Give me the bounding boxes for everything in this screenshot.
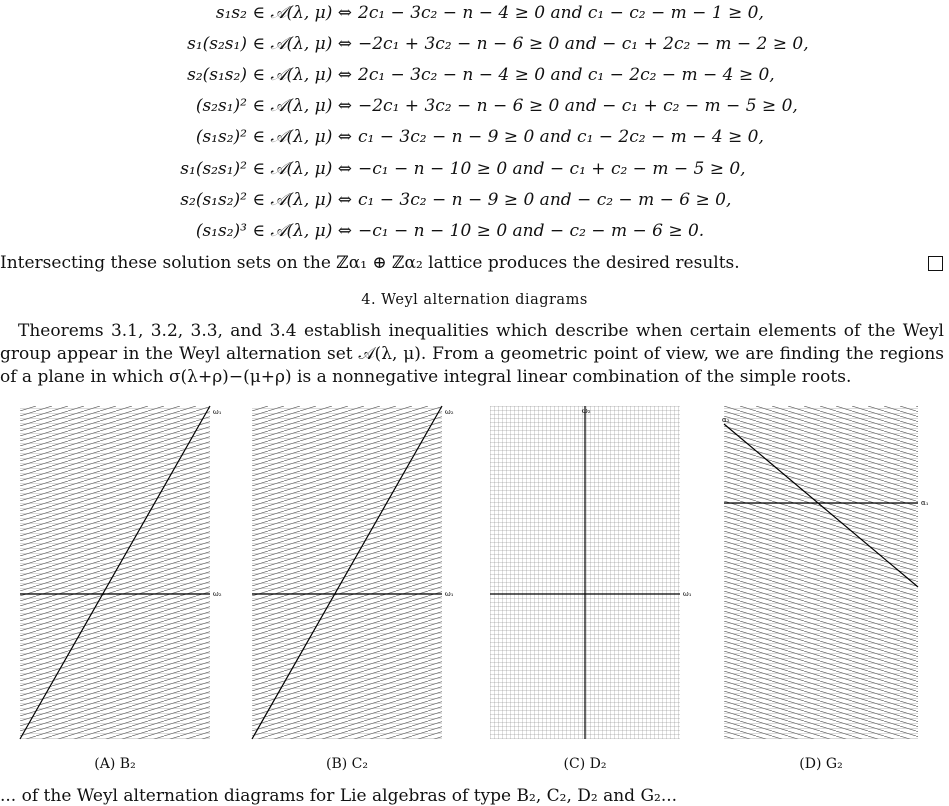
equation-lhs: s₁(s₂s₁) ∈ 𝒜(λ, μ) ⇔: [187, 34, 352, 54]
axis-label-mid: ω₁: [445, 590, 454, 598]
equation-rhs: −2c₁ + 3c₂ − n − 6 ≥ 0 and − c₁ + c₂ − m − 5 ≥ 0,: [358, 96, 798, 116]
axis-label-top: ω₂: [582, 407, 591, 415]
equation-lhs: (s₁s₂)² ∈ 𝒜(λ, μ) ⇔: [195, 127, 352, 147]
equation-row: [0, 187, 949, 213]
equation-lhs: s₂(s₁s₂) ∈ 𝒜(λ, μ) ⇔: [187, 65, 352, 85]
equation-row: [0, 93, 949, 119]
equation-lhs: s₁s₂ ∈ 𝒜(λ, μ) ⇔: [215, 3, 352, 23]
qed-box: [928, 256, 943, 271]
equation-row: [0, 124, 949, 150]
equation-row: [0, 218, 949, 244]
figure-d2: [490, 406, 700, 745]
equation-row: [0, 62, 949, 88]
diagram-b2: [20, 406, 230, 741]
equation-rhs: 2c₁ − 3c₂ − n − 4 ≥ 0 and c₁ − c₂ − m − 1 ≥ 0,: [358, 3, 764, 23]
caption-b2: (A) B₂: [94, 756, 136, 772]
equation-row: [0, 0, 949, 26]
caption-d2: (C) D₂: [563, 756, 607, 772]
axis-label-mid: ω₁: [683, 590, 692, 598]
diagram-d2: [490, 406, 700, 741]
equation-rhs: c₁ − 3c₂ − n − 9 ≥ 0 and − c₂ − m − 6 ≥ 0,: [358, 190, 732, 210]
axis-label-top: ω₁: [213, 408, 222, 416]
equation-row: [0, 31, 949, 57]
axis-label-top: ω₂: [445, 408, 454, 416]
lattice-region: [724, 406, 918, 739]
diagram-g2: [724, 406, 939, 741]
diagram-c2: [252, 406, 462, 741]
caption-c2: (B) C₂: [326, 756, 368, 772]
axis-label-mid: α₁: [921, 499, 929, 507]
caption-g2: (D) G₂: [799, 756, 843, 772]
figure-g2: [724, 406, 939, 745]
section-heading: 4. Weyl alternation diagrams: [361, 292, 588, 308]
figure-b2: [20, 406, 230, 745]
proof-conclusion: Intersecting these solution sets on the ℤα₁ ⊕ ℤα₂ lattice produces the desired results.: [0, 253, 740, 273]
equation-rhs: 2c₁ − 3c₂ − n − 4 ≥ 0 and c₁ − 2c₂ − m − 4 ≥ 0,: [358, 65, 775, 85]
equation-rhs: −c₁ − n − 10 ≥ 0 and − c₂ − m − 6 ≥ 0.: [358, 221, 705, 241]
equation-lhs: (s₁s₂)³ ∈ 𝒜(λ, μ) ⇔: [195, 221, 352, 241]
equation-rhs: −c₁ − n − 10 ≥ 0 and − c₁ + c₂ − m − 5 ≥ 0,: [358, 159, 746, 179]
equation-rhs: −2c₁ + 3c₂ − n − 6 ≥ 0 and − c₁ + 2c₂ − m − 2 ≥ 0,: [358, 34, 809, 54]
equation-lhs: s₂(s₁s₂)² ∈ 𝒜(λ, μ) ⇔: [180, 190, 352, 210]
equation-row: [0, 156, 949, 182]
body-paragraph: Theorems 3.1, 3.2, 3.3, and 3.4 establish inequalities which describe when certain elements of the Weyl group appear in the Weyl alternation set 𝒜(λ, μ). From a geometric point of view, we are finding the regions of a plane in which σ(λ+ρ)−(μ+ρ) is a nonnegative integral linear combination of the simple roots.: [0, 321, 944, 387]
figure-c2: [252, 406, 462, 745]
equation-lhs: (s₂s₁)² ∈ 𝒜(λ, μ) ⇔: [195, 96, 352, 116]
axis-label-top: α₂: [722, 416, 730, 424]
equation-lhs: s₁(s₂s₁)² ∈ 𝒜(λ, μ) ⇔: [180, 159, 352, 179]
bottom-text: ... of the Weyl alternation diagrams for Lie algebras of type B₂, C₂, D₂ and G₂...: [0, 786, 678, 806]
axis-label-mid: ω₂: [213, 590, 222, 598]
equation-rhs: c₁ − 3c₂ − n − 9 ≥ 0 and c₁ − 2c₂ − m − 4 ≥ 0,: [358, 127, 764, 147]
